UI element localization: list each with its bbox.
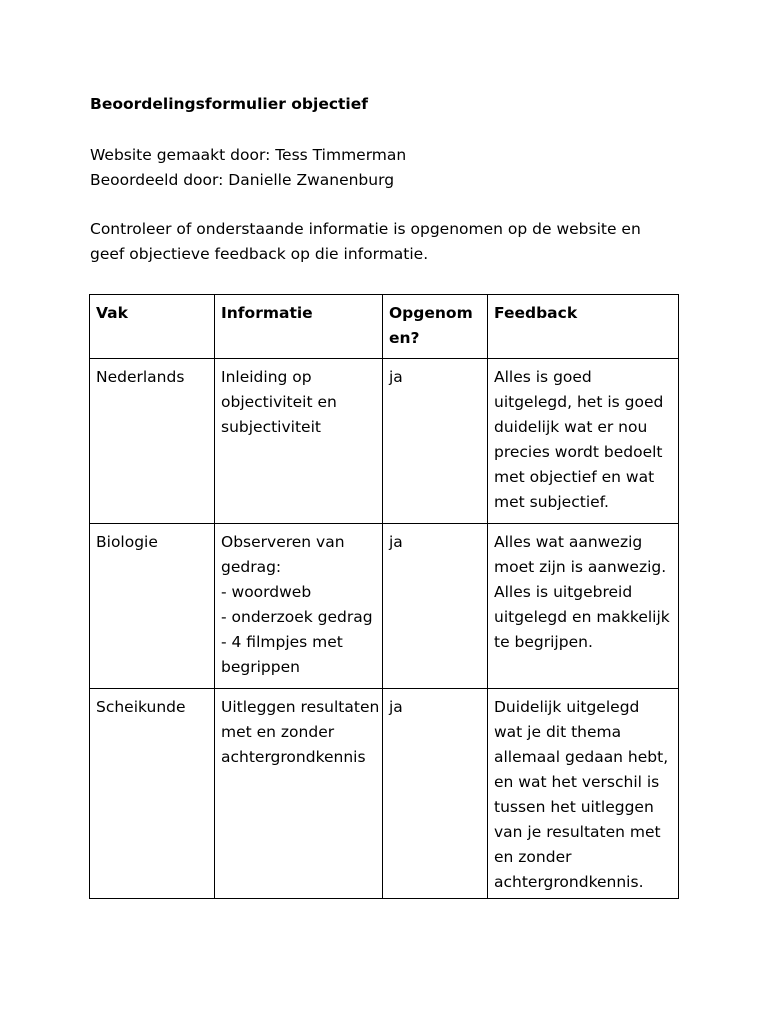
intro-paragraph (90, 217, 641, 267)
cell-line: Alles is goed (494, 368, 592, 386)
cell-line: en wat het verschil is (494, 773, 660, 791)
cell-line: uitgelegd en makkelijk (494, 608, 670, 626)
cell-line: en zonder (494, 848, 572, 866)
cell-line: - onderzoek gedrag (221, 608, 373, 626)
cell-feedback (488, 359, 679, 524)
cell-line: objectiviteit en (221, 393, 337, 411)
cell-line: wat je dit thema (494, 723, 622, 741)
cell-line: met subjectief. (494, 493, 609, 511)
cell-line: subjectiviteit (221, 418, 321, 436)
header-opgenomen-line: Opgenom (389, 304, 473, 322)
cell-line: Alles wat aanwezig (494, 533, 643, 551)
cell-line: tussen het uitleggen (494, 798, 654, 816)
cell-vak: Nederlands (90, 359, 215, 524)
header-opgenomen (383, 295, 488, 359)
document-title: Beoordelingsformulier objectief (90, 95, 368, 113)
made-by-line: Website gemaakt door: Tess Timmerman (90, 146, 407, 164)
cell-line: achtergrondkennis. (494, 873, 644, 891)
table-row (90, 359, 679, 524)
cell-line: te begrijpen. (494, 633, 593, 651)
cell-line: precies wordt bedoelt (494, 443, 663, 461)
cell-line: moet zijn is aanwezig. (494, 558, 667, 576)
cell-line: met objectief en wat (494, 468, 655, 486)
cell-informatie (215, 689, 383, 899)
cell-line: gedrag: (221, 558, 282, 576)
cell-line: - 4 filmpjes met (221, 633, 343, 651)
cell-vak: Biologie (90, 524, 215, 689)
cell-line: Alles is uitgebreid (494, 583, 633, 601)
cell-line: begrippen (221, 658, 300, 676)
cell-line: Observeren van (221, 533, 345, 551)
assessment-table (89, 294, 679, 899)
cell-line: uitgelegd, het is goed (494, 393, 664, 411)
cell-informatie (215, 359, 383, 524)
cell-informatie (215, 524, 383, 689)
cell-line: Uitleggen resultaten (221, 698, 380, 716)
cell-line: Duidelijk uitgelegd (494, 698, 640, 716)
cell-line: Inleiding op (221, 368, 312, 386)
cell-feedback (488, 689, 679, 899)
cell-opgenomen: ja (383, 689, 488, 899)
table-header-row (90, 295, 679, 359)
cell-opgenomen: ja (383, 359, 488, 524)
cell-line: achtergrondkennis (221, 748, 366, 766)
cell-feedback (488, 524, 679, 689)
cell-line: van je resultaten met (494, 823, 661, 841)
cell-vak: Scheikunde (90, 689, 215, 899)
reviewed-by-line: Beoordeeld door: Danielle Zwanenburg (90, 171, 395, 189)
cell-line: duidelijk wat er nou (494, 418, 648, 436)
header-vak: Vak (90, 295, 215, 359)
header-informatie: Informatie (215, 295, 383, 359)
header-opgenomen-line: en? (389, 329, 420, 347)
document-meta (90, 143, 406, 193)
cell-line: met en zonder (221, 723, 335, 741)
cell-line: allemaal gedaan hebt, (494, 748, 669, 766)
header-feedback: Feedback (488, 295, 679, 359)
intro-line: geef objectieve feedback op die informatie. (90, 245, 429, 263)
cell-line: - woordweb (221, 583, 312, 601)
cell-opgenomen: ja (383, 524, 488, 689)
table-row (90, 524, 679, 689)
intro-line: Controleer of onderstaande informatie is opgenomen op de website en (90, 220, 641, 238)
table-row (90, 689, 679, 899)
